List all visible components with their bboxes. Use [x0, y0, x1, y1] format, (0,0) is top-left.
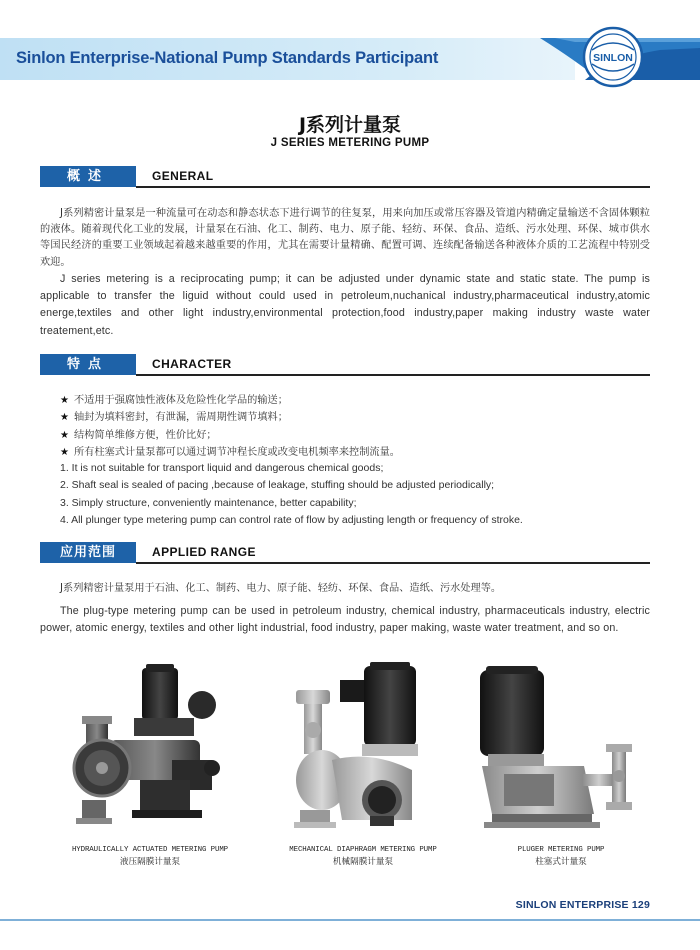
- section-label-en: GENERAL: [152, 169, 214, 183]
- section-rule: [136, 186, 650, 188]
- section-header-general: [40, 166, 650, 188]
- diaphragm-pump-image: [282, 660, 442, 840]
- footer-rule: [0, 919, 700, 921]
- section-header-character: [40, 354, 650, 376]
- general-en-text: J series metering is a reciprocating pump; it can be adjusted under dynamic state and static state. The pump is applicable to transfer the liguid without could used in petroleum,nuchanical industry,pharmaceutical industry,atomic energe,textiles and other light industry,environmental protection,food industry,paper making industry waste water treatement,etc.: [40, 273, 650, 337]
- section-tab-zh: 概述: [40, 166, 136, 187]
- logo-text: SINLON: [593, 52, 633, 64]
- section-label-en: CHARACTER: [152, 357, 232, 371]
- pump-caption-plunger: PLUGER METERING PUMP 柱塞式计量泵: [517, 846, 605, 867]
- general-en-paragraph: [40, 271, 650, 340]
- star-icon: ★: [60, 429, 69, 441]
- page-subtitle: J SERIES METERING PUMP: [270, 137, 430, 149]
- list-item: ★ 所有柱塞式计量泵都可以通过调节冲程长度或改变电机频率来控制流量。: [60, 444, 650, 461]
- plunger-pump-image: [474, 664, 644, 840]
- general-zh-text: J系列精密计量泵是一种流量可在动态和静态状态下进行调节的往复泵，用来向加压或常压容器及管道内精确定量输送不含固体颗粒的液体。随着现代化工业的发展，计量泵在石油、化工、制药、电力、原子能、轻纺、环保、食品、造纸、污水处理、环保、城市供水等国民经济的重要工业领域起着越来越重要的作用，尤其在需要计量精确、配置可调、连续配备输送各种液体介质的工艺流程中特别受欢迎。: [40, 208, 650, 268]
- banner-title: Sinlon Enterprise-National Pump Standards Participant: [16, 49, 439, 67]
- hydraulic-pump-image: [62, 660, 232, 840]
- range-zh-paragraph: J系列精密计量泵用于石油、化工、制药、电力、原子能、轻纺、环保、食品、造纸、污水处理等。: [60, 583, 502, 594]
- character-numbered-list: [60, 460, 650, 530]
- section-header-applied-range: [40, 542, 650, 564]
- general-zh-paragraph: [40, 206, 650, 271]
- section-label-en: APPLIED RANGE: [152, 545, 256, 559]
- list-item: 4. All plunger type metering pump can control rate of flow by adjusting length or frequency of stroke.: [60, 514, 523, 527]
- footer-page-label: SINLON ENTERPRISE 129: [515, 899, 650, 911]
- section-rule: [136, 374, 650, 376]
- list-item: ★ 不适用于强腐蚀性液体及危险性化学品的输送；: [60, 392, 650, 409]
- pump-caption-hydraulic: HYDRAULICALLY ACTUATED METERING PUMP 液压隔膜计量泵: [71, 846, 229, 867]
- section-tab-zh: 应用范围: [40, 542, 136, 563]
- star-icon: ★: [60, 446, 69, 458]
- sinlon-logo-icon: [582, 26, 644, 88]
- section-rule: [136, 562, 650, 564]
- pump-caption-diaphragm: MECHANICAL DIAPHRAGM METERING PUMP 机械隔膜计量泵: [289, 846, 437, 867]
- list-item: 3. Simply structure, conveniently maintenance, better capability;: [60, 496, 357, 509]
- list-item: ★ 轴封为填料密封，有泄漏，需周期性调节填料；: [60, 409, 650, 426]
- star-icon: ★: [60, 412, 69, 424]
- star-icon: ★: [60, 395, 69, 406]
- range-en-paragraph: The plug-type metering pump can be used in petroleum industry, chemical industry, pharmaceuticals industry, electric power, atomic energy, textiles and other light industrial, food industry, paper making, waste water treatment, and so on.: [40, 605, 650, 635]
- character-star-list: [60, 392, 650, 461]
- page-title: J系列计量泵: [298, 114, 402, 136]
- list-item: ★ 结构简单维修方便，性价比好；: [60, 427, 650, 444]
- section-tab-zh: 特点: [40, 354, 136, 375]
- list-item: 2. Shaft seal is sealed of pacing ,because of leakage, stuffing should be adjusted periodically;: [60, 479, 495, 492]
- list-item: 1. It is not suitable for transport liquid and dangerous chemical goods;: [60, 462, 384, 474]
